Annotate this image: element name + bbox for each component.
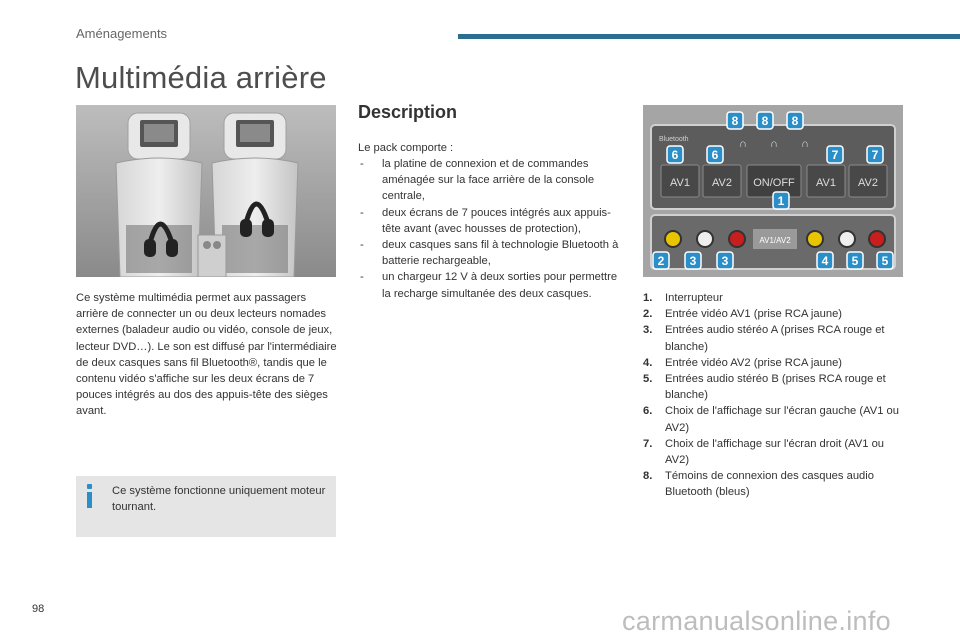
- callout-number: 2: [657, 254, 665, 268]
- pack-list: [358, 156, 624, 302]
- callout-number: 5: [881, 254, 889, 268]
- page-title: Multimédia arrière: [75, 60, 327, 95]
- list-item: - deux écrans de 7 pouces intégrés aux appuis-tête avant (avec housses de protection),: [360, 206, 611, 235]
- rear-seats-photo: [76, 105, 336, 277]
- headphone-icon: ∩: [801, 138, 809, 150]
- header-accent-bar: [458, 34, 960, 39]
- rca-yellow-jack[interactable]: [665, 231, 681, 247]
- rca-red-jack[interactable]: [869, 231, 885, 247]
- pack-intro: Le pack comporte :: [358, 142, 454, 154]
- av2-left-label: AV2: [712, 177, 732, 189]
- control-panel-photo: [643, 105, 903, 277]
- av1-right-label: AV1: [816, 177, 836, 189]
- headphone-icon: ∩: [770, 138, 778, 150]
- callout-number: 8: [761, 114, 769, 128]
- info-note-text: Ce système fonctionne uniquement moteur tournant.: [112, 485, 326, 514]
- legend-list: [643, 290, 905, 501]
- info-note: [76, 476, 336, 537]
- legend-item: 8. Témoins de connexion des casques audio Bluetooth (bleus): [643, 470, 874, 499]
- callout-number: 7: [871, 148, 879, 162]
- callout-number: 3: [689, 254, 697, 268]
- intro-paragraph: Ce système multimédia permet aux passagers arrière de connecter un ou deux lecteurs nomades externes (baladeur audio ou vidéo, console de jeux, lecteur DVD…). Le son est diffusé par l'intermédiaire de deux casques sans fil Bluetooth®, tandis que le contenu vidéo s'affiche sur les deux écrans de 7 pouces intégrés au dos des appuis-tête des sièges avant.: [76, 292, 337, 418]
- legend-item: 6. Choix de l'affichage sur l'écran gauche (AV1 ou AV2): [643, 405, 899, 434]
- callout-number: 6: [671, 148, 679, 162]
- rear-seats-illustration: [76, 105, 336, 277]
- rca-red-jack[interactable]: [729, 231, 745, 247]
- rca-white-jack[interactable]: [697, 231, 713, 247]
- on-off-label: ON/OFF: [753, 177, 795, 189]
- callout-number: 5: [851, 254, 859, 268]
- callout-number: 8: [731, 114, 739, 128]
- callout-number: 6: [711, 148, 719, 162]
- av1-left-label: AV1: [670, 177, 690, 189]
- section-label: Aménagements: [76, 26, 168, 41]
- list-item: - la platine de connexion et de commandes aménagée sur la face arrière de la console centrale,: [360, 158, 595, 203]
- watermark: carmanualsonline.info: [622, 606, 891, 636]
- av2-right-label: AV2: [858, 177, 878, 189]
- callout-number: 7: [831, 148, 839, 162]
- rca-yellow-jack[interactable]: [807, 231, 823, 247]
- info-icon: [86, 484, 94, 508]
- description-heading: Description: [358, 102, 458, 122]
- rca-white-jack[interactable]: [839, 231, 855, 247]
- legend-item: 5. Entrées audio stéréo B (prises RCA rouge et blanche): [643, 373, 886, 402]
- callout-number: 4: [821, 254, 829, 268]
- panel-brand: Bluetooth: [659, 136, 689, 143]
- list-item: - un chargeur 12 V à deux sorties pour permettre la recharge simultanée des deux casques.: [360, 271, 618, 300]
- legend-item: 3. Entrées audio stéréo A (prises RCA rouge et blanche): [643, 324, 885, 353]
- callout-number: 8: [791, 114, 799, 128]
- callout-number: 1: [777, 194, 785, 208]
- page-number: 98: [32, 603, 45, 615]
- legend-item: 1. Interrupteur: [643, 292, 723, 304]
- connector-label: AV1/AV2: [759, 236, 791, 245]
- headphone-icon: ∩: [739, 138, 747, 150]
- legend-item: 4. Entrée vidéo AV2 (prise RCA jaune): [643, 356, 843, 369]
- callout-number: 3: [721, 254, 729, 268]
- list-item: - deux casques sans fil à technologie Bluetooth à batterie rechargeable,: [360, 239, 619, 268]
- legend-item: 7. Choix de l'affichage sur l'écran droit (AV1 ou AV2): [643, 437, 885, 467]
- legend-item: 2. Entrée vidéo AV1 (prise RCA jaune): [643, 308, 843, 321]
- control-panel-illustration: [643, 105, 903, 277]
